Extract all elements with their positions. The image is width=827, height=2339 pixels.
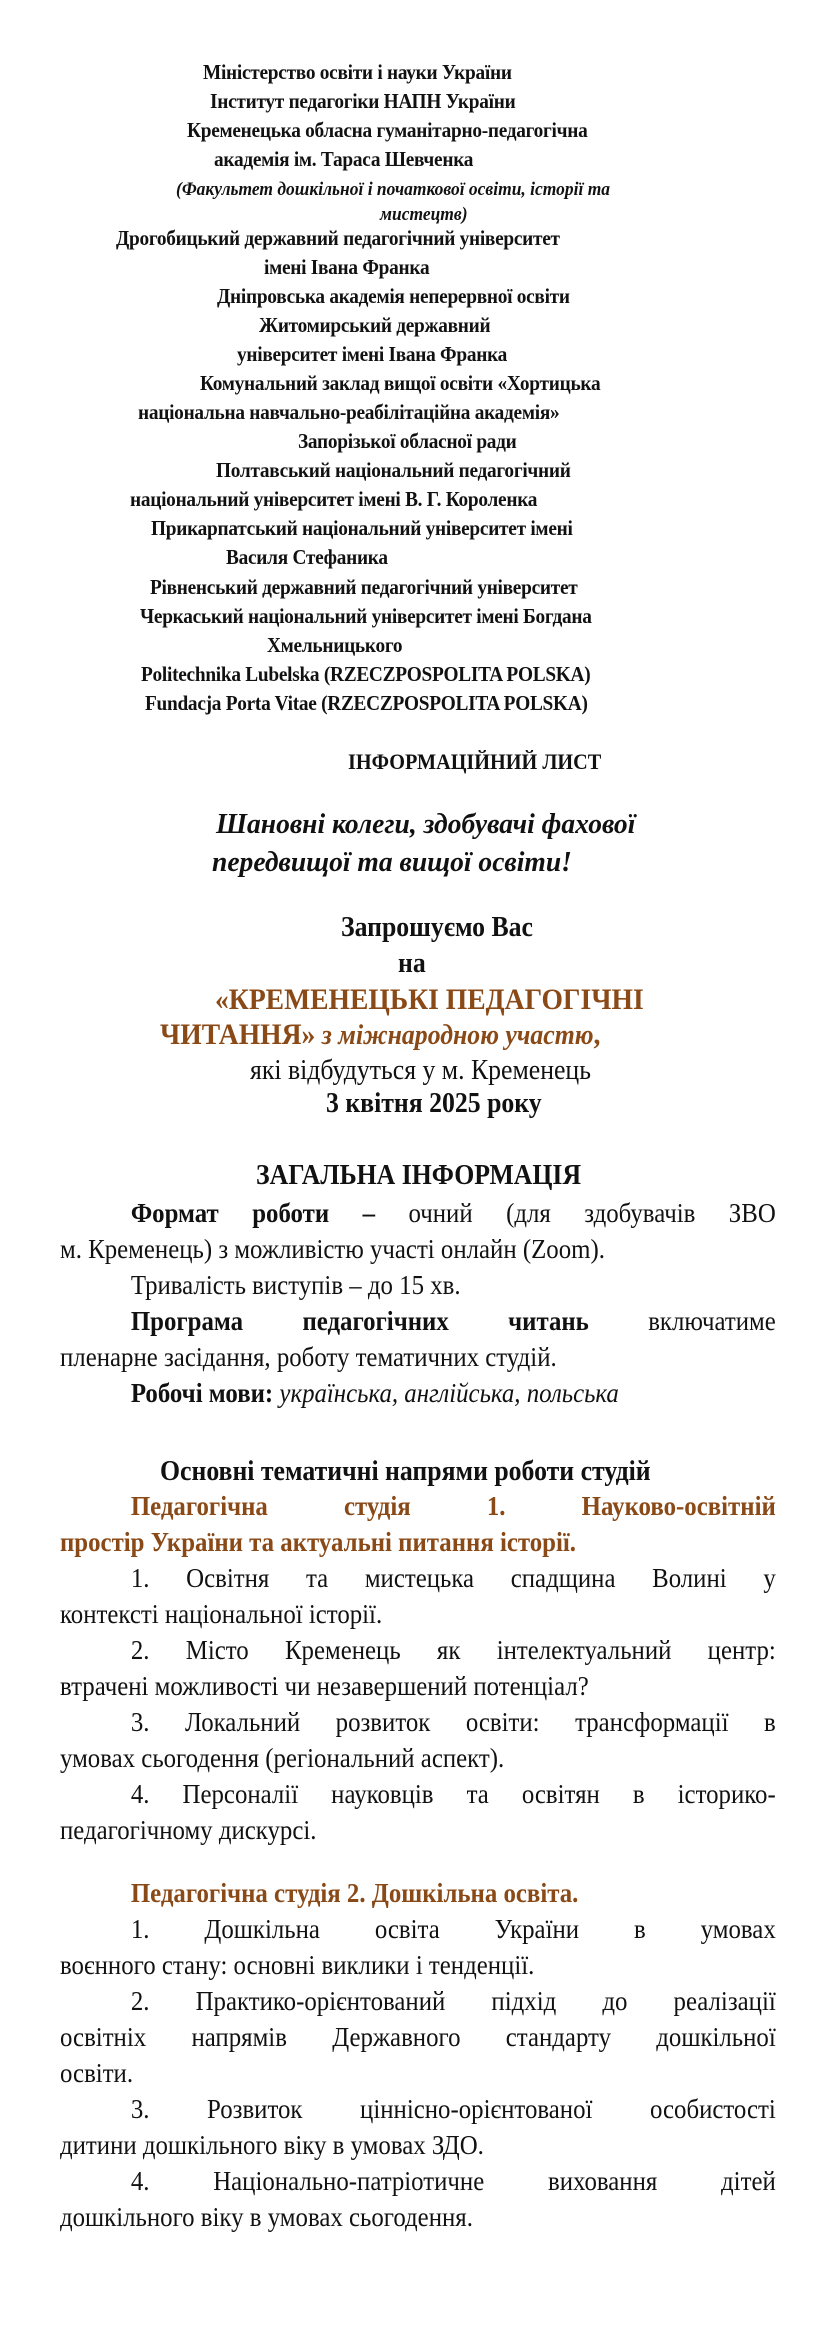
studio2-item2-line2: освітніх напрямів Державного стандарту дошкільної	[60, 2022, 776, 2052]
invitation-line2: на	[398, 948, 426, 979]
studio2-heading: Педагогічна студія 2. Дошкільна освіта.	[130, 1878, 579, 1908]
org-prykarpattia-university: Прикарпатський національний університет імені	[151, 516, 573, 540]
event-international-suffix: з міжнародною участю	[315, 1020, 594, 1051]
studio2-item2-line1: 2. Практико-орієнтований підхід до реалізації	[130, 1986, 776, 2016]
program-label: Програма педагогічних читань	[130, 1306, 589, 1336]
org-kremenets-academy: Кременецька обласна гуманітарно-педагогічна	[187, 118, 588, 142]
org-dnipro-academy: Дніпровська академія неперервної освіти	[217, 284, 570, 308]
invitation-line1: Запрошуємо Вас	[341, 912, 533, 943]
greeting-line2: передвищої та вищої освіти!	[212, 846, 572, 878]
studio2-item3-line1: 3. Розвиток ціннісно-орієнтованої особистості	[130, 2094, 776, 2124]
org-zhytomyr-university: Житомирський державний	[259, 313, 491, 337]
event-name-part2: ЧИТАННЯ»	[160, 1018, 316, 1051]
greeting-line1: Шановні колеги, здобувачі фахової	[216, 808, 636, 840]
studio1-item3-line2: умовах сьогодення (регіональний аспект).	[60, 1743, 505, 1773]
org-cherkasy-university: Черкаський національний університет імені Богдана	[140, 604, 592, 628]
studio1-heading-word: Педагогічна	[130, 1491, 268, 1521]
studio1-heading-line2: простір України та актуальні питання історії.	[60, 1527, 577, 1557]
org-poltava-university-name: національний університет імені В. Г. Короленка	[130, 487, 538, 511]
general-info-title: ЗАГАЛЬНА ІНФОРМАЦІЯ	[256, 1160, 582, 1191]
org-rivne-university: Рівненський державний педагогічний університет	[150, 575, 578, 599]
faculty-note-line1: (Факультет дошкільної і початкової освіти, історії та	[176, 179, 611, 200]
studio1-heading-line1	[60, 1493, 776, 1520]
org-poltava-university: Полтавський національний педагогічний	[216, 458, 571, 482]
faculty-note-line2: мистецтв)	[380, 204, 468, 225]
studio2-item1-line1: 1. Дошкільна освіта України в умовах	[130, 1914, 776, 1944]
org-institute-pedagogy: Інститут педагогіки НАПН України	[210, 89, 516, 113]
studio2-item4-line2: дошкільного віку в умовах сьогодення.	[60, 2202, 473, 2232]
program-line2: пленарне засідання, роботу тематичних студій.	[60, 1342, 557, 1372]
org-zaporizhzhia-council: Запорізької обласної ради	[298, 429, 517, 453]
studio1-item1-line1: 1. Освітня та мистецька спадщина Волині у	[130, 1563, 776, 1593]
studio2-item4-line1: 4. Національно-патріотичне виховання дітей	[130, 2166, 776, 2196]
studio1-item4-line1: 4. Персоналії науковців та освітян в історико-	[130, 1779, 776, 1809]
org-ministry: Міністерство освіти і науки України	[203, 60, 512, 84]
format-text: очний (для здобувачів ЗВО	[408, 1198, 776, 1228]
program-text: включатиме	[648, 1306, 776, 1336]
studio2-item3-line2: дитини дошкільного віку в умовах ЗДО.	[60, 2130, 484, 2160]
event-comma: ,	[593, 1018, 601, 1051]
studio1-heading-word: 1.	[486, 1491, 506, 1521]
studio1-item2-line1: 2. Місто Кременець як інтелектуальний центр:	[130, 1635, 776, 1665]
format-label: Формат роботи –	[130, 1198, 376, 1228]
org-kremenets-academy-name: академія ім. Тараса Шевченка	[214, 147, 474, 171]
format-line2: м. Кременець) з можливістю участі онлайн (Zoom).	[60, 1234, 605, 1264]
info-letter-title: ІНФОРМАЦІЙНИЙ ЛИСТ	[348, 749, 602, 774]
duration-line: Тривалість виступів – до 15 хв.	[130, 1270, 461, 1300]
studio2-item2-line3: освіти.	[60, 2058, 134, 2088]
studios-title: Основні тематичні напрями роботи студій	[160, 1456, 651, 1487]
org-drohobych-university-name: імені Івана Франка	[264, 255, 430, 279]
org-prykarpattia-university-name: Василя Стефаника	[226, 545, 388, 569]
studio1-heading-word: Науково-освітній	[581, 1491, 776, 1521]
event-location: які відбудуться у м. Кременець	[250, 1055, 591, 1086]
studio1-item3-line1: 3. Локальний розвиток освіти: трансформації в	[130, 1707, 776, 1737]
studio1-item1-line2: контексті національної історії.	[60, 1599, 383, 1629]
studio2-item1-line2: воєнного стану: основні виклики і тенденції.	[60, 1950, 535, 1980]
studio1-item4-line2: педагогічному дискурсі.	[60, 1815, 317, 1845]
org-politechnika-lubelska: Politechnika Lubelska (RZECZPOSPOLITA POLSKA)	[141, 662, 591, 686]
program-line1	[60, 1308, 776, 1335]
studio1-item2-line2: втрачені можливості чи незавершений потенціал?	[60, 1671, 589, 1701]
org-drohobych-university: Дрогобицький державний педагогічний університет	[116, 226, 560, 250]
org-khortytsia-academy: Комунальний заклад вищої освіти «Хортицька	[200, 371, 601, 395]
languages-label: Робочі мови:	[130, 1378, 274, 1408]
event-name-line2	[160, 1020, 600, 1050]
org-khortytsia-academy-name: національна навчально-реабілітаційна академія»	[138, 400, 560, 424]
org-fundacja-porta-vitae: Fundacja Porta Vitae (RZECZPOSPOLITA POLSKA)	[145, 691, 588, 715]
event-date: 3 квітня 2025 року	[326, 1088, 542, 1119]
studio1-heading-word: студія	[344, 1491, 411, 1521]
org-zhytomyr-university-name: університет імені Івана Франка	[237, 342, 508, 366]
format-line1	[60, 1200, 776, 1227]
languages-value: українська, англійська, польська	[279, 1378, 619, 1408]
languages-line	[60, 1380, 776, 1407]
org-cherkasy-university-name: Хмельницького	[267, 633, 403, 657]
event-name-line1: «КРЕМЕНЕЦЬКІ ПЕДАГОГІЧНІ	[215, 983, 644, 1016]
